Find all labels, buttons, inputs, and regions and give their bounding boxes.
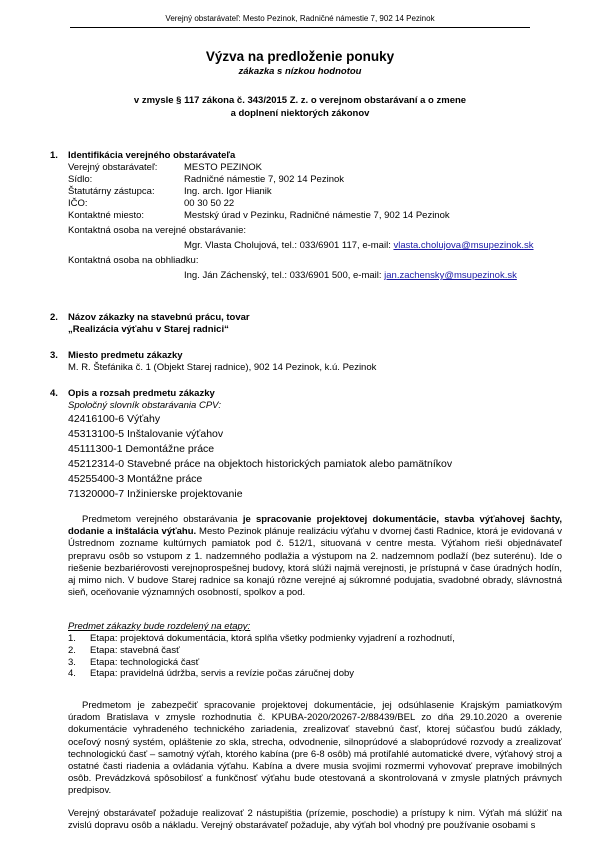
contract-name: „Realizácia výťahu v Starej radnici“ <box>68 324 229 335</box>
stages-list <box>68 633 455 680</box>
document-title: Výzva na predloženie ponuky <box>205 49 395 64</box>
section-1-heading: Identifikácia verejného obstarávateľa <box>68 150 236 161</box>
stage-text: Etapa: pravidelná údržba, servis a revízie počas záručnej doby <box>90 668 355 680</box>
inspection-contact-text: Ing. Ján Záchenský, tel.: 033/6901 500, e-mail: <box>184 270 385 281</box>
cpv-heading: Spoločný slovník obstarávania CPV: <box>68 400 221 411</box>
cpv-item: 45255400-3 Montážne práce <box>68 473 203 485</box>
cpv-item: 45111300-1 Demontážne práce <box>68 443 215 455</box>
stage-text: Etapa: technologická časť <box>90 656 200 668</box>
contract-location: M. R. Štefánika č. 1 (Objekt Starej radnice), 902 14 Pezinok, k.ú. Pezinok <box>68 362 377 373</box>
seat-label: Sídlo: <box>68 174 93 185</box>
document-subtitle: zákazka s nízkou hodnotou <box>238 66 362 77</box>
stage-text: Etapa: stavebná časť <box>90 644 180 656</box>
stage-number: 3. <box>68 656 76 668</box>
requirements-paragraph: Verejný obstarávateľ požaduje realizovať 2 nástupištia (prízemie, poschodie) a prístupy k nim. Výťah má slúžiť na zvislú dopravu osôb a nákladu. Verejný obstarávateľ požaduje, aby výťah bol vhodný pre používanie osobami s <box>68 808 562 832</box>
cpv-item: 71320000-7 Inžinierske projektovanie <box>68 488 243 500</box>
stages-heading: Predmet zákazky bude rozdelený na etapy: <box>68 621 251 632</box>
cpv-item: 45212314-0 Stavebné práce na objektoch historických pamiatok alebo pamätníkov <box>68 458 453 470</box>
inspection-contact-label: Kontaktná osoba na obhliadku: <box>68 255 199 266</box>
ico-value: 00 30 50 22 <box>184 198 235 209</box>
contact-place-value: Mestský úrad v Pezinku, Radničné námestie 7, 902 14 Pezinok <box>184 210 450 221</box>
stage-item <box>68 633 455 645</box>
stage-item <box>68 657 455 669</box>
section-4-number: 4. <box>50 388 58 399</box>
ico-label: IČO: <box>68 198 88 209</box>
procurement-contact-line <box>184 240 534 252</box>
subject-paragraph <box>68 514 562 599</box>
stage-item <box>68 645 455 657</box>
section-4-heading: Opis a rozsah predmetu zákazky <box>68 388 215 399</box>
section-2-number: 2. <box>50 312 58 323</box>
subject-paragraph-start: Predmetom verejného obstarávania <box>82 514 243 525</box>
section-3-number: 3. <box>50 350 58 361</box>
statutory-representative-label: Štatutárny zástupca: <box>68 186 155 197</box>
stage-number: 4. <box>68 668 76 680</box>
stage-text: Etapa: projektová dokumentácia, ktorá splňa všetky podmienky vyjadrení a rozhodnutí, <box>90 633 455 644</box>
subject-paragraph-rest: Mesto Pezinok plánuje realizáciu výťahu v dvornej časti Radnice, ktorá je evidovaná v Ústrednom zozname kultúrnych pamiatok pod č. 512/1, situovaná v centre mesta. Výťahom rieši objednávateľ prepravu osôb so vstupom z 1. nadzemného podlažia a výstupom na 2. nadzemnom podlaží (bez suterénu). Ide o riešenie bezbariérovosti verejnoprospešnej budovy, ktorá slúži najmä verejnosti, je prístupná v čase úradných hodín, aj mimo nich. V budove Starej radnice sa konajú rôzne verejné aj súkromné podujatia, svadobné obrady, slávnostná sieň, oceňovanie významných osobností, spolkov a pod. <box>68 526 562 599</box>
inspection-contact-line <box>184 270 517 282</box>
cpv-item: 42416100-6 Výťahy <box>68 413 161 425</box>
section-1-number: 1. <box>50 150 58 161</box>
procurement-contact-label: Kontaktná osoba na verejné obstarávanie: <box>68 225 246 236</box>
procurement-contact-email-link[interactable]: vlasta.cholujova@msupezinok.sk <box>393 240 534 251</box>
header-divider <box>70 27 530 28</box>
law-reference-line-2: a doplnení niektorých zákonov <box>230 108 370 119</box>
subject-paragraph-bold: je spracovanie projektovej dokumentácie, stavba výťahovej šachty, dodanie a inštalácia výťahu. <box>68 514 562 538</box>
stage-number: 1. <box>68 633 76 644</box>
scope-paragraph: Predmetom je zabezpečiť spracovanie projektovej dokumentácie, jej odsúhlasenie Krajským pamiatkovým úradom Bratislava v zmysle rozhodnutia č. KPUBA-2020/20267-2/88439/BEL zo dňa 29.10.2020 a overenie dokumentácie vyhradeného technického zariadenia, zrealizovať stavebnú časť, ktorej súčasťou budú základy, oceľový nosný systém, opláštenie zo skla, strecha, odvodnenie, silnoprúdové a slaboprúdové rozvody a zrealizovať technologickú časť – samotný výťah, ktorého kabína (pre 6-8 osôb) má protiľahlé automatické dvere, výťahový stroj a ostatné časti riadenia a ovládania výťahu. Kabína a dvere musia svojimi rozmermi vyhovovať preprave imobilných osôb. Prevádzková spôsobilosť a funkčnosť výťahu bude otestovaná a skontrolovaná v zmysle platných právnych predpisov. <box>68 700 562 797</box>
contracting-authority-label: Verejný obstarávateľ: <box>68 162 158 173</box>
section-2-heading: Názov zákazky na stavebnú prácu, tovar <box>68 312 250 323</box>
stage-number: 2. <box>68 644 76 656</box>
seat-value: Radničné námestie 7, 902 14 Pezinok <box>184 174 345 185</box>
law-reference-line-1: v zmysle § 117 zákona č. 343/2015 Z. z. o verejnom obstarávaní a o zmene <box>133 95 467 106</box>
statutory-representative-value: Ing. arch. Igor Hianik <box>184 186 272 197</box>
cpv-item: 45313100-5 Inštalovanie výťahov <box>68 428 224 440</box>
contact-place-label: Kontaktné miesto: <box>68 210 145 221</box>
inspection-contact-email-link[interactable]: jan.zachensky@msupezinok.sk <box>384 270 517 281</box>
procurement-contact-text: Mgr. Vlasta Cholujová, tel.: 033/6901 117, e-mail: <box>184 240 394 251</box>
stage-item <box>68 668 455 680</box>
section-3-heading: Miesto predmetu zákazky <box>68 350 183 361</box>
page-header: Verejný obstarávateľ: Mesto Pezinok, Radničné námestie 7, 902 14 Pezinok <box>165 14 435 23</box>
contracting-authority-value: MESTO PEZINOK <box>184 162 262 173</box>
